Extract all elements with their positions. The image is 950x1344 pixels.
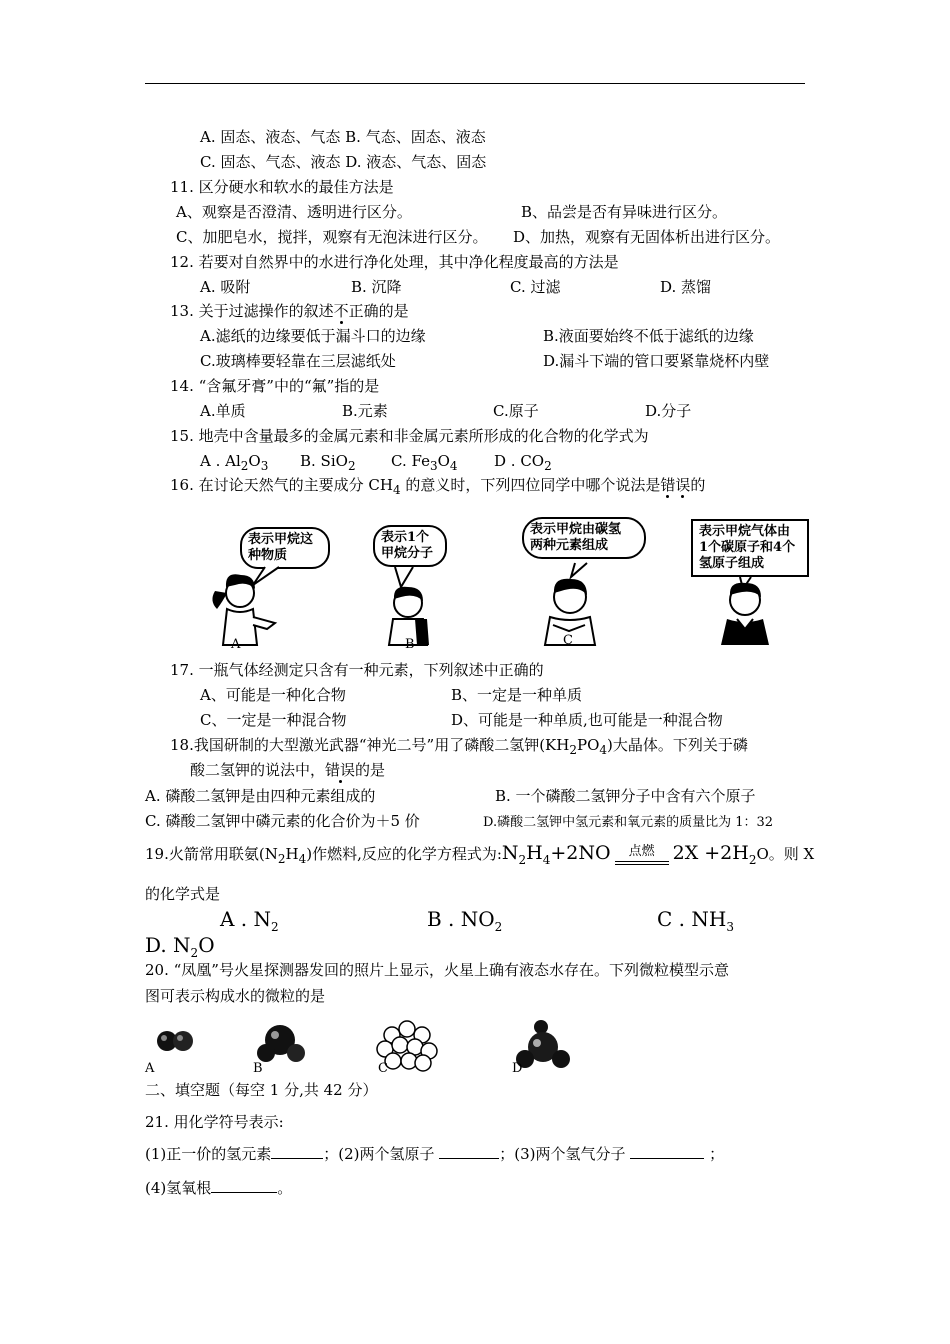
student-c-label: C <box>563 633 573 648</box>
bubble-b: 表示1个 甲烷分子 <box>373 525 447 567</box>
q19-option-b: B . $NO_2$ <box>427 907 503 934</box>
q11-option-a: A、观察是否澄清、透明进行区分。 <box>176 203 412 221</box>
q19-option-c: C . $NH_3$ <box>657 907 734 934</box>
q15-option-c: C. $Fe_3O_4$ <box>391 452 458 473</box>
model-d-tetrahedral <box>516 1020 570 1068</box>
model-c-label: C <box>378 1061 388 1076</box>
q21-line2: (4)氢氧根 。 <box>145 1179 293 1197</box>
q21-stem: 21. 用化学符号表示: <box>145 1113 284 1131</box>
q13-option-d: D.漏斗下端的管口要紧靠烧杯内壁 <box>543 352 770 370</box>
q15-option-a: A . $Al_2O_3$ <box>200 452 269 473</box>
q13-option-c: C.玻璃棒要轻靠在三层滤纸处 <box>200 352 396 370</box>
q17-stem: 17. 一瓶气体经测定只含有一种元素，下列叙述中正确的 <box>170 661 544 679</box>
q10-options-row2: C. 固态、气态、液态 D. 液态、气态、固态 <box>200 153 487 171</box>
q10-options-row1: A. 固态、液态、气态 B. 气态、固态、液态 <box>200 128 486 146</box>
model-b-label: B <box>253 1061 263 1076</box>
q17-option-c: C、一定是一种混合物 <box>200 711 347 729</box>
q16-stem: 16. 在讨论天然气的主要成分 $CH_4$ 的意义时，下列四位同学中哪个说法是错误的 <box>170 476 706 497</box>
bubble-c-tail <box>571 563 587 577</box>
model-d-label: D <box>512 1061 523 1076</box>
q14-option-a: A.单质 <box>200 402 246 420</box>
bubble-b-tail <box>395 567 413 587</box>
q18-option-c: C. 磷酸二氢钾中磷元素的化合价为＋5 价 <box>145 812 420 830</box>
q12-option-a: A. 吸附 <box>200 278 251 296</box>
q15-option-b: B. SiO$_2$ <box>300 452 356 473</box>
bubble-a: 表示甲烷这 种物质 <box>240 527 330 569</box>
q12-option-b: B. 沉降 <box>351 278 402 296</box>
q14-option-d: D.分子 <box>645 402 692 420</box>
student-a-label: A <box>231 637 241 652</box>
q13-stem: 13. 关于过滤操作的叙述不正确的是 <box>170 302 409 320</box>
q17-option-b: B、一定是一种单质 <box>451 686 583 704</box>
student-a-figure <box>212 574 275 645</box>
q14-option-c: C.原子 <box>493 402 539 420</box>
q18-option-b: B. 一个磷酸二氢钾分子中含有六个原子 <box>495 787 756 805</box>
reaction-condition: 点燃 <box>615 845 669 865</box>
q15-option-d: D . $CO_2$ <box>494 452 552 473</box>
q12-option-c: C. 过滤 <box>510 278 561 296</box>
q19-line2: 的化学式是 <box>145 885 221 903</box>
q15-stem: 15. 地壳中含量最多的金属元素和非金属元素所形成的化合物的化学式为 <box>170 427 649 445</box>
q18-line1: 18.我国研制的大型激光武器“神光二号”用了磷酸二氢钾$(KH_2PO_4)$大晶体。下列关于磷 <box>170 736 748 757</box>
model-a-diatomic <box>157 1031 193 1051</box>
q11-option-d: D、加热，观察有无固体析出进行区分。 <box>513 228 781 246</box>
q18-line2: 酸二氢钾的说法中，错误的是 <box>190 761 386 779</box>
q16-illustration <box>195 505 815 655</box>
q14-stem: 14. “含氟牙膏”中的“氟”指的是 <box>170 377 380 395</box>
q19-option-a: A . $N_2$ <box>220 907 279 934</box>
q21-blank-2[interactable] <box>439 1144 499 1159</box>
q21-blank-4[interactable] <box>211 1178 277 1193</box>
q11-stem: 11. 区分硬水和软水的最佳方法是 <box>170 178 394 196</box>
q18-option-a: A. 磷酸二氢钾是由四种元素组成的 <box>145 787 376 805</box>
student-b-label: B <box>405 637 415 652</box>
q17-option-a: A、可能是一种化合物 <box>200 686 346 704</box>
q20-molecule-models <box>145 1015 605 1077</box>
model-a-label: A <box>145 1061 155 1076</box>
q12-stem: 12. 若要对自然界中的水进行净化处理，其中净化程度最高的方法是 <box>170 253 619 271</box>
q19-line1: 19.火箭常用联氨$(N_2H_4)$作燃料,反应的化学方程式为$:N_2H_4+2NO$ 点燃 $2X +2H_2O$。则 X <box>145 842 815 867</box>
bubble-c: 表示甲烷由碳氢 两种元素组成 <box>522 517 646 559</box>
bubble-a-tail <box>253 567 279 585</box>
q19-option-d: D. $N_2O$ <box>145 933 215 960</box>
students-drawing <box>195 505 815 655</box>
header-rule <box>145 83 805 84</box>
q11-option-c: C、加肥皂水，搅拌，观察有无泡沫进行区分。 <box>176 228 488 246</box>
section-2-title: 二、填空题（每空 1 分,共 42 分） <box>145 1081 378 1099</box>
q13-option-b: B.液面要始终不低于滤纸的边缘 <box>543 327 754 345</box>
q17-option-d: D、可能是一种单质,也可能是一种混合物 <box>451 711 723 729</box>
q13-option-a: A.滤纸的边缘要低于漏斗口的边缘 <box>200 327 426 345</box>
q11-option-b: B、品尝是否有异味进行区分。 <box>521 203 728 221</box>
q12-option-d: D. 蒸馏 <box>660 278 712 296</box>
q20-line1: 20. “凤凰”号火星探测器发回的照片上显示，火星上确有液态水存在。下列微粒模型示意 <box>145 961 729 979</box>
bubble-d: 表示甲烷气体由 1个碳原子和4个 氢原子组成 <box>691 519 809 577</box>
model-b-triatomic <box>257 1025 305 1062</box>
q21-line1: (1)正一价的氢元素 ；(2)两个氢原子 ；(3)两个氢气分子 ； <box>145 1145 725 1163</box>
q21-blank-3[interactable] <box>630 1144 704 1159</box>
q18-option-d: D.磷酸二氢钾中氢元素和氧元素的质量比为 1：32 <box>483 815 774 830</box>
q20-line2: 图可表示构成水的微粒的是 <box>145 987 326 1005</box>
q14-option-b: B.元素 <box>342 402 388 420</box>
q21-blank-1[interactable] <box>271 1144 323 1159</box>
student-d-figure <box>721 583 769 645</box>
